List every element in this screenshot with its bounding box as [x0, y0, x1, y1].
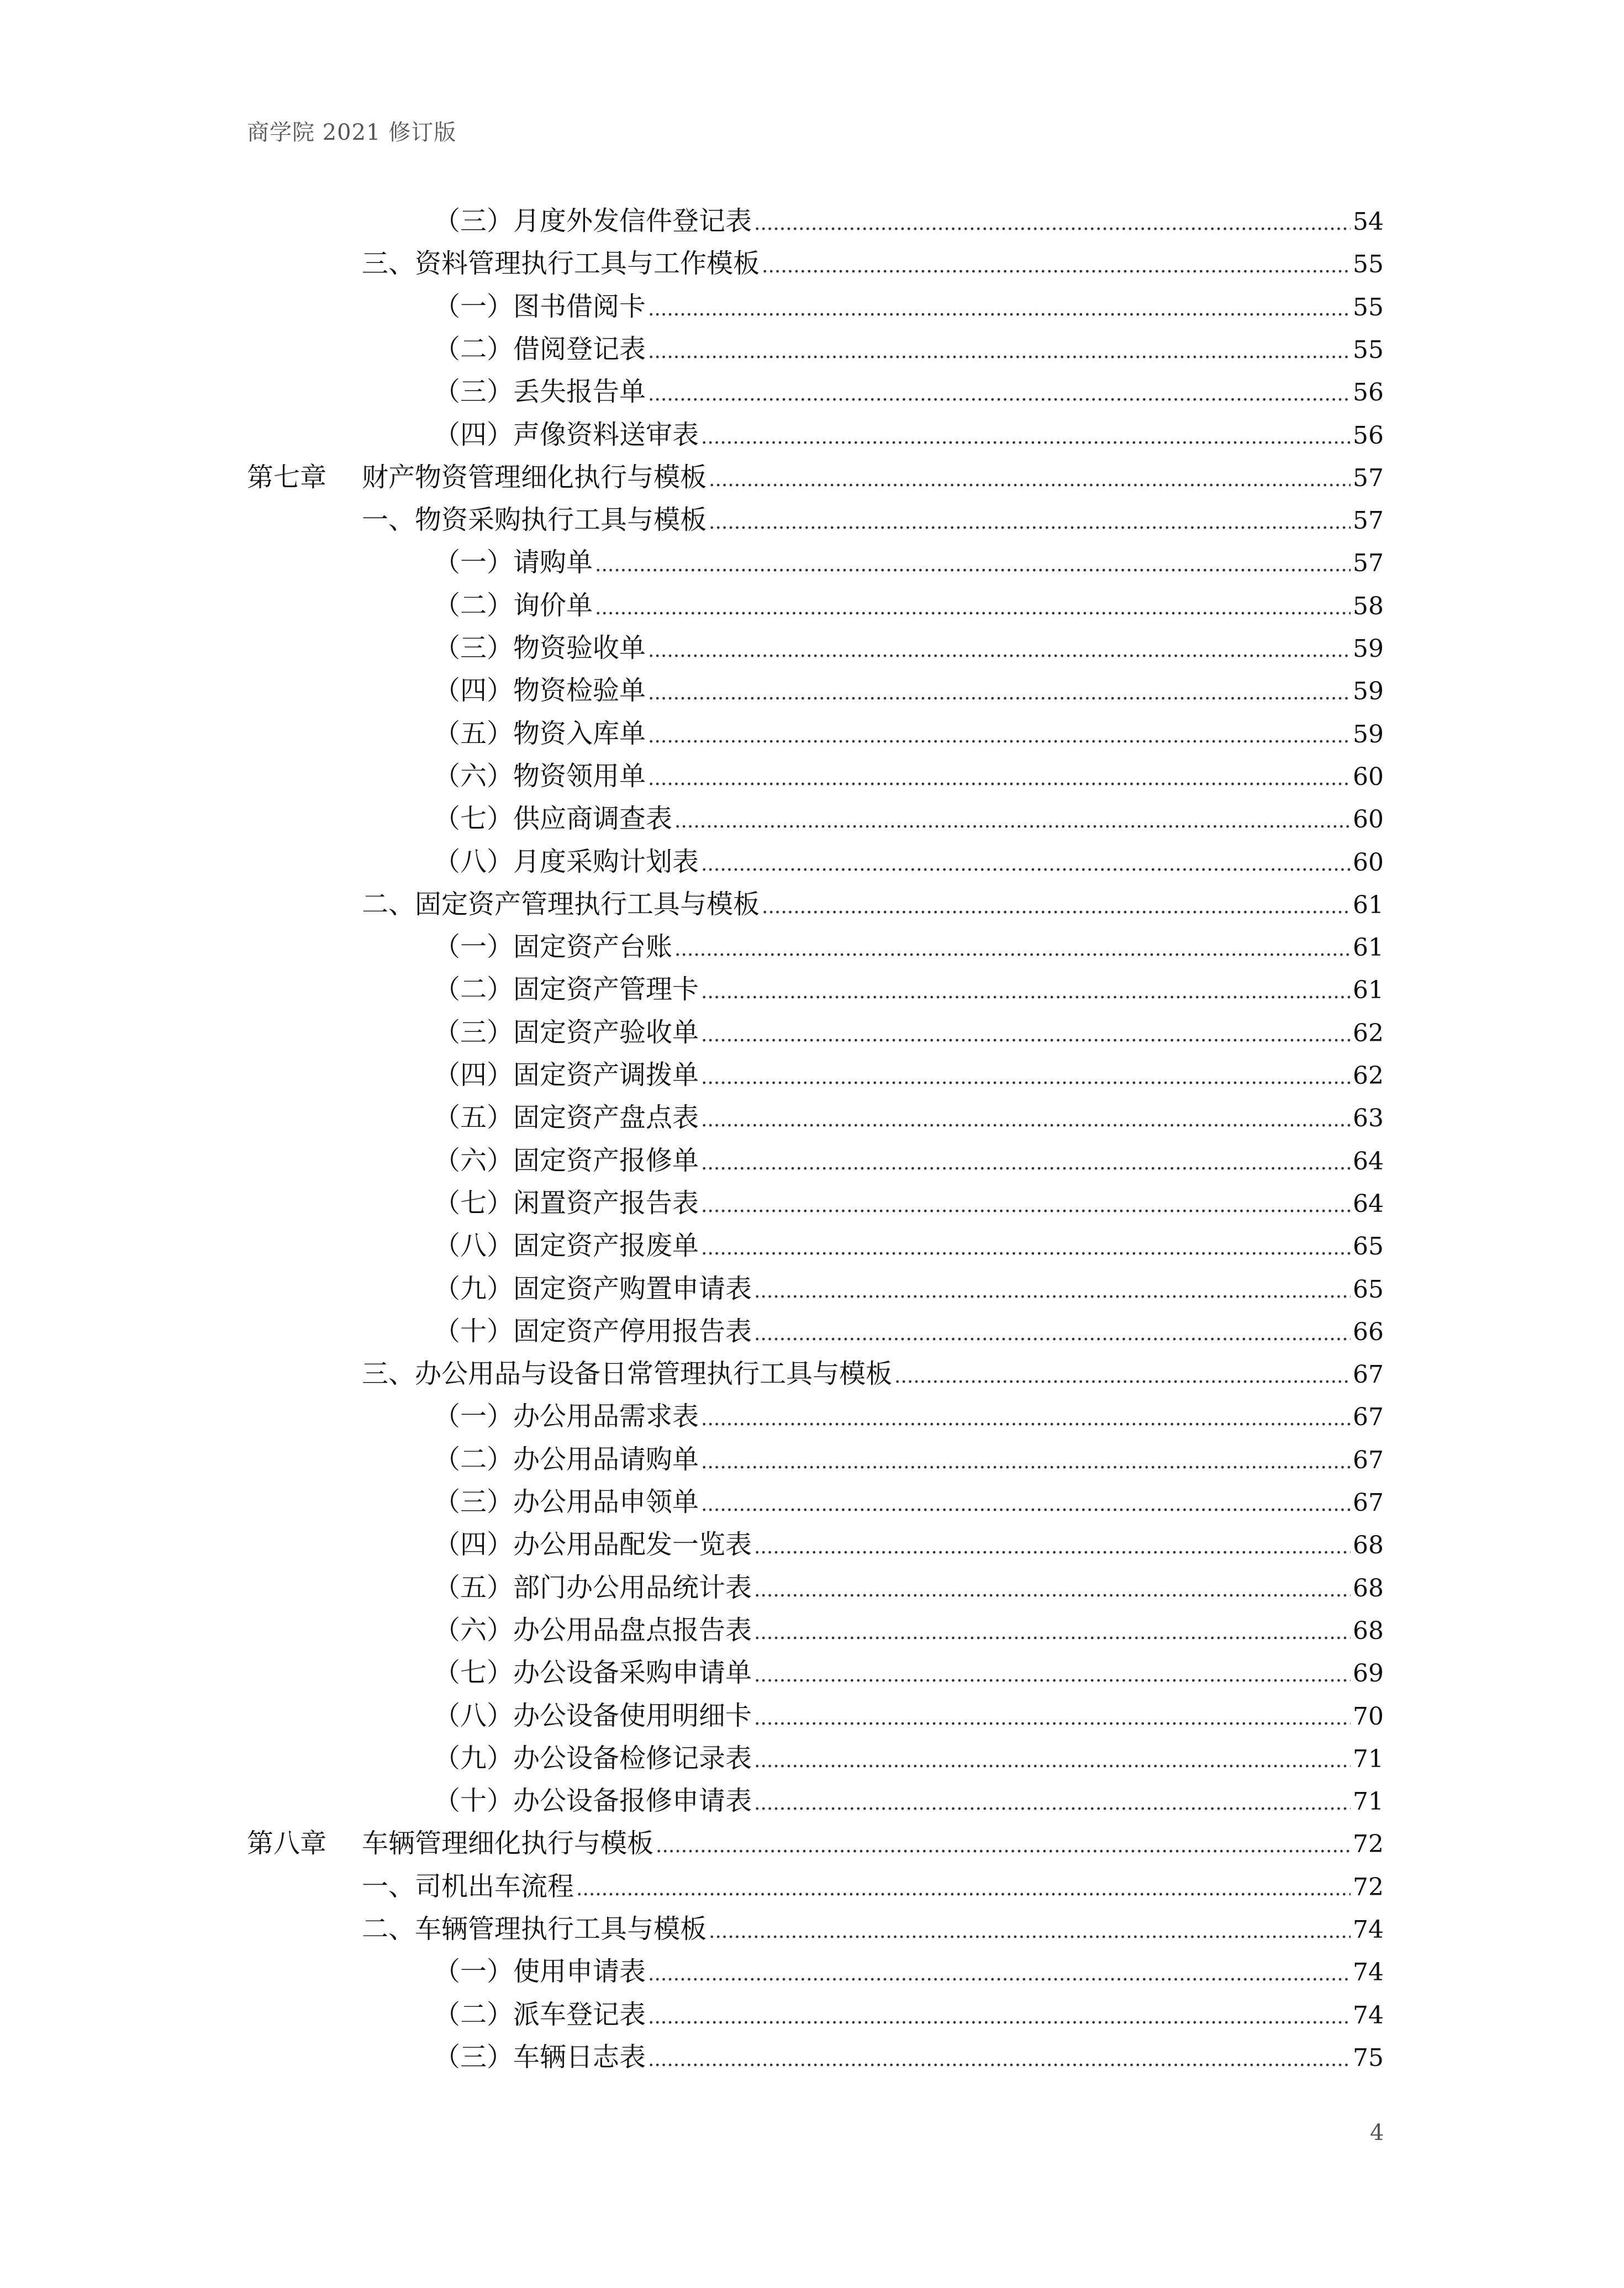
toc-dot-leader — [656, 1827, 1351, 1865]
toc-page-number: 63 — [1353, 1104, 1384, 1133]
toc-dot-leader — [701, 973, 1351, 1011]
toc-entry-title: 三、资料管理执行工具与工作模板 — [362, 248, 760, 280]
toc-entry-title: （五）部门办公用品统计表 — [434, 1572, 752, 1603]
toc-chapter-number: 第七章 — [247, 461, 327, 493]
toc-entry-title: （八）固定资产报废单 — [434, 1230, 699, 1262]
toc-subsection-entry — [434, 1269, 1384, 1308]
toc-entry-title: （十）办公设备报修申请表 — [434, 1785, 752, 1817]
toc-subsection-entry — [434, 1098, 1384, 1137]
toc-subsection-entry — [434, 202, 1384, 240]
toc-page-number: 68 — [1353, 1574, 1384, 1602]
toc-entry-title: （二）询价单 — [434, 589, 593, 621]
toc-entry-title: （六）物资领用单 — [434, 760, 646, 792]
toc-page-number: 70 — [1353, 1702, 1384, 1731]
toc-subsection-entry — [434, 1568, 1384, 1607]
toc-subsection-entry — [434, 927, 1384, 966]
toc-subsection-entry — [434, 629, 1384, 667]
toc-subsection-entry — [434, 1312, 1384, 1351]
toc-dot-leader — [701, 1187, 1351, 1225]
toc-page-number: 67 — [1353, 1489, 1384, 1517]
toc-section-entry — [362, 1867, 1384, 1906]
toc-section-entry — [362, 885, 1384, 924]
toc-page-number: 57 — [1353, 507, 1384, 535]
toc-entry-title: （四）物资检验单 — [434, 675, 646, 707]
toc-section-entry — [362, 1354, 1384, 1393]
toc-dot-leader — [709, 461, 1351, 499]
toc-subsection-entry — [434, 1013, 1384, 1052]
toc-entry-title: （五）物资入库单 — [434, 718, 646, 749]
toc-page-number: 61 — [1353, 890, 1384, 919]
toc-subsection-entry — [434, 1483, 1384, 1521]
toc-dot-leader — [701, 1101, 1351, 1140]
toc-page-number: 58 — [1353, 592, 1384, 620]
toc-subsection-entry — [434, 842, 1384, 881]
toc-subsection-entry — [434, 287, 1384, 326]
toc-dot-leader — [701, 1144, 1351, 1183]
toc-page-number: 56 — [1353, 421, 1384, 450]
toc-dot-leader — [754, 1699, 1351, 1738]
toc-dot-leader — [648, 2041, 1351, 2079]
toc-entry-title: （一）请购单 — [434, 547, 593, 578]
toc-entry-title: （九）办公设备检修记录表 — [434, 1742, 752, 1774]
toc-subsection-entry — [434, 1739, 1384, 1778]
toc-entry-title: （三）车辆日志表 — [434, 2041, 646, 2073]
toc-subsection-entry — [434, 714, 1384, 753]
toc-page-number: 74 — [1353, 1916, 1384, 1944]
toc-subsection-entry — [434, 2038, 1384, 2076]
toc-entry-title: （二）固定资产管理卡 — [434, 974, 699, 1005]
toc-page-number: 55 — [1353, 335, 1384, 364]
toc-dot-leader — [709, 1912, 1351, 1951]
toc-subsection-entry — [434, 1781, 1384, 1820]
toc-entry-title: 一、物资采购执行工具与模板 — [362, 504, 707, 536]
toc-entry-title: （八）办公设备使用明细卡 — [434, 1700, 752, 1731]
toc-dot-leader — [701, 1016, 1351, 1055]
toc-page-number: 64 — [1353, 1189, 1384, 1218]
toc-entry-title: 二、固定资产管理执行工具与模板 — [362, 888, 760, 920]
toc-page-number: 71 — [1353, 1788, 1384, 1816]
toc-page-number: 57 — [1353, 463, 1384, 492]
toc-dot-leader — [762, 247, 1351, 286]
toc-subsection-entry — [434, 1525, 1384, 1564]
toc-entry-title: （一）使用申请表 — [434, 1956, 646, 1987]
toc-page-number: 60 — [1353, 805, 1384, 834]
toc-entry-title: （三）月度外发信件登记表 — [434, 205, 752, 236]
toc-dot-leader — [648, 717, 1351, 756]
toc-subsection-entry — [434, 1995, 1384, 2034]
toc-dot-leader — [762, 888, 1351, 926]
toc-page-number: 65 — [1353, 1275, 1384, 1304]
toc-entry-title: （二）派车登记表 — [434, 1999, 646, 2030]
toc-dot-leader — [754, 1784, 1351, 1823]
toc-entry-title: （六）固定资产报修单 — [434, 1145, 699, 1176]
toc-entry-title: （二）借阅登记表 — [434, 333, 646, 365]
toc-subsection-entry — [434, 415, 1384, 454]
toc-dot-leader — [595, 589, 1351, 628]
toc-subsection-entry — [434, 543, 1384, 582]
toc-entry-title: （一）固定资产台账 — [434, 931, 673, 963]
toc-dot-leader — [576, 1870, 1351, 1909]
toc-page-number: 65 — [1353, 1232, 1384, 1261]
toc-page-number: 67 — [1353, 1446, 1384, 1474]
toc-entry-title: 二、车辆管理执行工具与模板 — [362, 1913, 707, 1944]
toc-page-number: 60 — [1353, 848, 1384, 877]
toc-entry-title: （四）固定资产调拨单 — [434, 1059, 699, 1090]
toc-page-number: 75 — [1353, 2043, 1384, 2072]
toc-subsection-entry — [434, 757, 1384, 795]
toc-page-number: 57 — [1353, 549, 1384, 578]
toc-page-number: 59 — [1353, 677, 1384, 706]
toc-page-number: 69 — [1353, 1659, 1384, 1688]
toc-subsection-entry — [434, 1397, 1384, 1436]
toc-dot-leader — [754, 1315, 1351, 1353]
toc-dot-leader — [754, 1614, 1351, 1652]
toc-dot-leader — [674, 930, 1351, 969]
toc-entry-title: 三、办公用品与设备日常管理执行工具与模板 — [362, 1358, 893, 1390]
toc-entry-title: （三）物资验收单 — [434, 632, 646, 663]
toc-page-number: 67 — [1353, 1403, 1384, 1432]
toc-dot-leader — [754, 1571, 1351, 1610]
toc-subsection-entry — [434, 1696, 1384, 1735]
toc-dot-leader — [701, 1058, 1351, 1097]
toc-dot-leader — [701, 845, 1351, 884]
toc-entry-title: （三）丢失报告单 — [434, 376, 646, 408]
toc-dot-leader — [709, 503, 1351, 542]
toc-entry-title: （三）办公用品申领单 — [434, 1486, 699, 1517]
toc-page-number: 60 — [1353, 762, 1384, 791]
toc-subsection-entry — [434, 1611, 1384, 1649]
toc-dot-leader — [648, 631, 1351, 670]
toc-entry-title: （八）月度采购计划表 — [434, 846, 699, 877]
toc-dot-leader — [701, 1485, 1351, 1524]
toc-page-number: 56 — [1353, 378, 1384, 407]
toc-page-number: 61 — [1353, 976, 1384, 1005]
toc-page-number: 68 — [1353, 1616, 1384, 1645]
toc-entry-title: （一）办公用品需求表 — [434, 1401, 699, 1432]
toc-dot-leader — [674, 802, 1351, 841]
toc-page-number: 62 — [1353, 1062, 1384, 1090]
toc-dot-leader — [701, 1443, 1351, 1482]
toc-chapter-entry — [247, 458, 1384, 497]
toc-entry-title: （一）图书借阅卡 — [434, 291, 646, 322]
toc-page-number: 55 — [1353, 293, 1384, 321]
toc-subsection-entry — [434, 1226, 1384, 1265]
toc-section-entry — [362, 500, 1384, 539]
toc-entry-title: （六）办公用品盘点报告表 — [434, 1614, 752, 1646]
toc-page-number: 72 — [1353, 1873, 1384, 1901]
toc-subsection-entry — [434, 372, 1384, 411]
toc-page-number: 66 — [1353, 1317, 1384, 1346]
toc-dot-leader — [648, 1998, 1351, 2037]
toc-page-number: 71 — [1353, 1744, 1384, 1773]
toc-page-number: 61 — [1353, 934, 1384, 962]
toc-entry-title: （十）固定资产停用报告表 — [434, 1315, 752, 1347]
toc-dot-leader — [754, 204, 1351, 243]
toc-subsection-entry — [434, 586, 1384, 625]
toc-entry-title: （七）办公设备采购申请单 — [434, 1657, 752, 1689]
toc-page-number: 62 — [1353, 1019, 1384, 1047]
toc-dot-leader — [648, 1955, 1351, 1994]
toc-subsection-entry — [434, 1184, 1384, 1222]
toc-entry-title: （四）办公用品配发一览表 — [434, 1529, 752, 1561]
toc-page-number: 68 — [1353, 1531, 1384, 1560]
toc-page-number: 59 — [1353, 720, 1384, 748]
toc-subsection-entry — [434, 671, 1384, 710]
toc-dot-leader — [701, 1229, 1351, 1268]
toc-entry-title: （五）固定资产盘点表 — [434, 1102, 699, 1134]
toc-dot-leader — [894, 1357, 1351, 1396]
toc-subsection-entry — [434, 1440, 1384, 1479]
toc-dot-leader — [754, 1742, 1351, 1780]
toc-entry-title: （九）固定资产购置申请表 — [434, 1273, 752, 1304]
toc-page-number: 67 — [1353, 1361, 1384, 1389]
toc-entry-title: 一、司机出车流程 — [362, 1870, 574, 1902]
toc-dot-leader — [595, 546, 1351, 584]
toc-subsection-entry — [434, 1141, 1384, 1180]
toc-entry-title: （二）办公用品请购单 — [434, 1443, 699, 1475]
toc-dot-leader — [648, 290, 1351, 329]
toc-page-number: 54 — [1353, 208, 1384, 236]
toc-page-number: 55 — [1353, 250, 1384, 279]
toc-dot-leader — [648, 674, 1351, 713]
toc-subsection-entry — [434, 1056, 1384, 1094]
toc-dot-leader — [754, 1528, 1351, 1567]
toc-entry-title: 车辆管理细化执行与模板 — [362, 1828, 654, 1859]
page-header: 商学院 2021 修订版 — [247, 120, 457, 145]
toc-subsection-entry — [434, 330, 1384, 368]
toc-dot-leader — [754, 1656, 1351, 1695]
toc-page-number: 64 — [1353, 1147, 1384, 1175]
toc-entry-title: （七）供应商调查表 — [434, 803, 673, 835]
toc-page-number: 74 — [1353, 1958, 1384, 1987]
toc-dot-leader — [648, 333, 1351, 371]
toc-dot-leader — [701, 1400, 1351, 1438]
toc-entry-title: （三）固定资产验收单 — [434, 1016, 699, 1048]
toc-dot-leader — [754, 1272, 1351, 1311]
toc-section-entry — [362, 244, 1384, 283]
toc-chapter-entry — [247, 1824, 1384, 1863]
toc-dot-leader — [648, 760, 1351, 798]
toc-subsection-entry — [434, 1653, 1384, 1692]
toc-dot-leader — [648, 375, 1351, 414]
toc-subsection-entry — [434, 799, 1384, 838]
toc-page-number: 72 — [1353, 1830, 1384, 1859]
toc-page-number: 59 — [1353, 635, 1384, 663]
toc-chapter-number: 第八章 — [247, 1828, 327, 1859]
toc-page-number: 74 — [1353, 2001, 1384, 2029]
page-number: 4 — [1370, 2120, 1384, 2145]
toc-entry-title: （七）闲置资产报告表 — [434, 1187, 699, 1219]
toc-section-entry — [362, 1910, 1384, 1948]
toc-entry-title: （四）声像资料送审表 — [434, 419, 699, 450]
toc-subsection-entry — [434, 970, 1384, 1009]
toc-entry-title: 财产物资管理细化执行与模板 — [362, 461, 707, 493]
toc-dot-leader — [701, 418, 1351, 457]
toc-subsection-entry — [434, 1952, 1384, 1991]
